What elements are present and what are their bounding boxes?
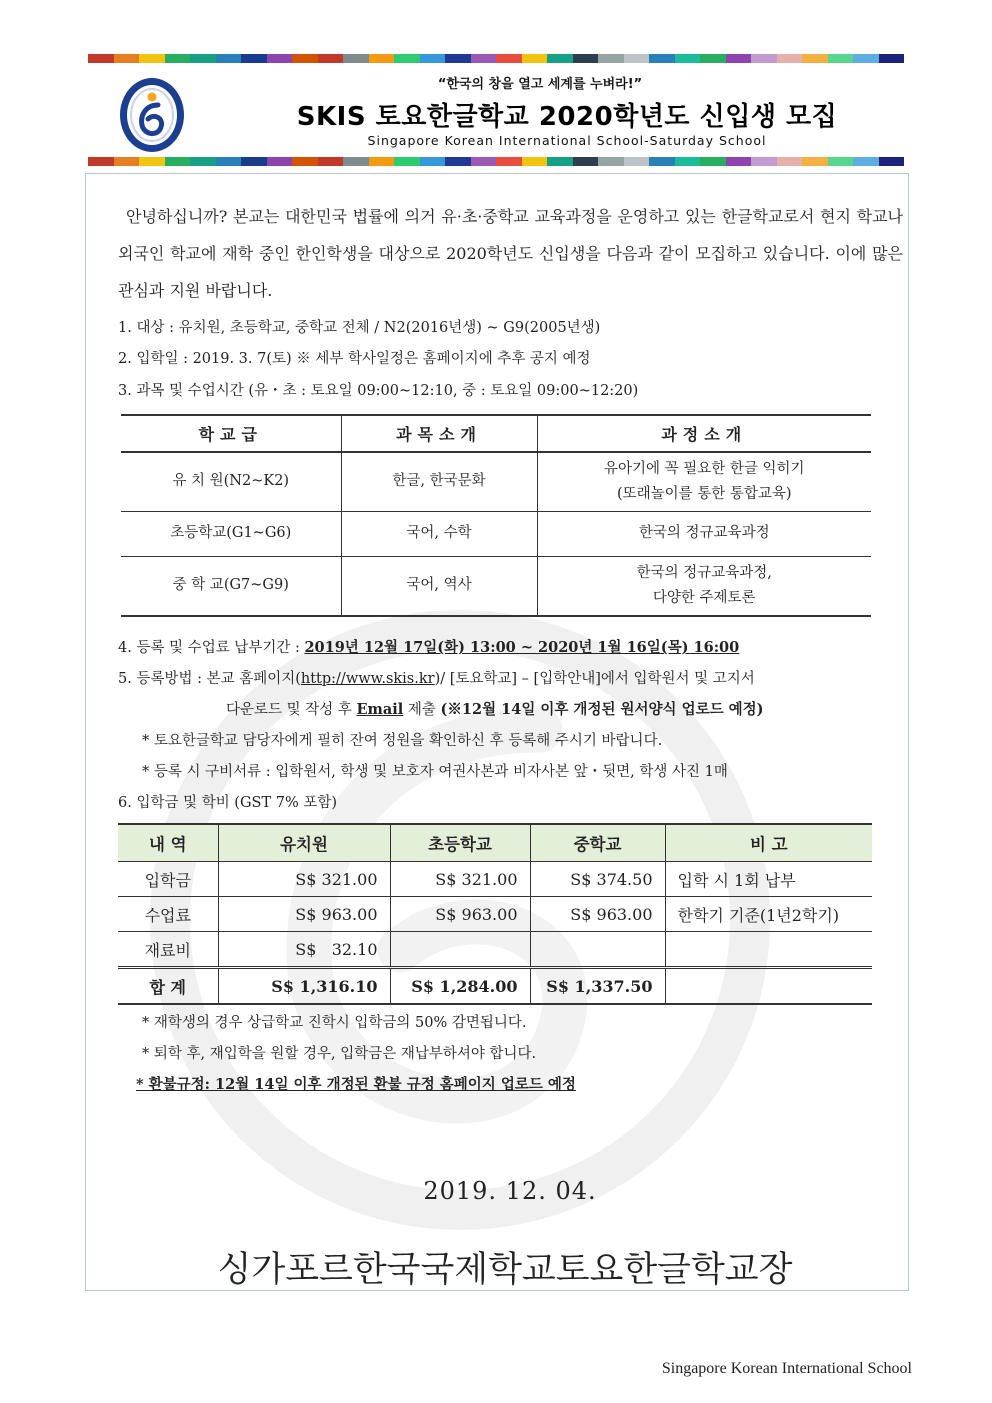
item-subjects-hours: 3. 과목 및 수업시간 (유・초 : 토요일 09:00~12:10, 중 : 토요일 09:00~12:20) (118, 383, 639, 399)
slogan: “한국의 창을 열고 세계를 누벼라!” (437, 77, 643, 92)
table-row (118, 897, 872, 932)
color-bar-segment (496, 54, 522, 63)
note-capacity: * 토요한글학교 담당자에게 필히 잔여 정원을 확인하신 후 등록해 주시기 바랍니다. (142, 733, 663, 749)
table-row (121, 511, 871, 556)
fees-header: 유치원 (218, 824, 390, 862)
school-logo (118, 75, 186, 155)
color-bar-segment (420, 54, 446, 63)
color-bar-segment (88, 54, 114, 63)
color-bar-segment (700, 54, 726, 63)
color-bar-segment (292, 157, 318, 166)
header-color-bar-top (88, 54, 904, 63)
color-bar-segment (726, 157, 752, 166)
color-bar-segment (573, 54, 599, 63)
courses-table (121, 414, 871, 617)
registration-method-label: 5. 등록방법 : 본교 홈페이지( (118, 671, 301, 687)
fees-header: 내 역 (118, 824, 218, 862)
color-bar-segment (216, 157, 242, 166)
color-bar-segment (241, 157, 267, 166)
color-bar-segment (420, 157, 446, 166)
fee-elementary: S$ 963.00 (390, 897, 530, 932)
course-description-line: (또래놀이를 통한 통합교육) (616, 485, 792, 502)
fee-middle: S$ 374.50 (530, 862, 665, 897)
course-description-line: 다양한 주제토론 (652, 589, 756, 606)
courses-header: 학교급 (121, 415, 341, 452)
color-bar-segment (879, 157, 905, 166)
color-bar-segment (828, 54, 854, 63)
note-refund-policy: * 환불규정: 12월 14일 이후 개정된 환불 규정 홈페이지 업로드 예정 (136, 1076, 576, 1093)
course-level: 유 치 원(N2~K2) (121, 452, 341, 511)
course-description (537, 452, 871, 511)
registration-period-label: 4. 등록 및 수업료 납부기간 : (118, 640, 305, 656)
color-bar-segment (802, 54, 828, 63)
course-subjects: 국어, 역사 (341, 556, 537, 616)
color-bar-segment (343, 54, 369, 63)
color-bar-segment (802, 157, 828, 166)
note-readmission: * 퇴학 후, 재입학을 원할 경우, 입학금은 재납부하셔야 합니다. (142, 1046, 537, 1062)
table-row (121, 556, 871, 616)
course-description-line: 유아기에 꼭 필요한 한글 익히기 (603, 460, 805, 477)
fee-total-label: 합 계 (118, 968, 218, 1005)
email-link[interactable]: Email (356, 701, 404, 718)
fee-note: 한학기 기준(1년2학기) (665, 897, 872, 932)
registration-download-text: 다운로드 및 작성 후 (226, 702, 357, 718)
color-bar-segment (369, 54, 395, 63)
registration-period-value: 2019년 12월 17일(화) 13:00 ~ 2020년 1월 16일(목) 16:00 (304, 639, 740, 656)
color-bar-segment (598, 157, 624, 166)
document-date: 2019. 12. 04. (423, 1177, 597, 1205)
color-bar-segment (114, 54, 140, 63)
color-bar-segment (445, 157, 471, 166)
fees-header: 비 고 (665, 824, 872, 862)
table-row (118, 932, 872, 968)
fee-item: 재료비 (118, 932, 218, 968)
color-bar-segment (649, 157, 675, 166)
color-bar-segment (496, 157, 522, 166)
course-level: 중 학 교(G7~G9) (121, 556, 341, 616)
footer-school-name: Singapore Korean International School (661, 1360, 912, 1377)
color-bar-segment (471, 157, 497, 166)
item-registration-period (118, 636, 739, 657)
fees-header: 중학교 (530, 824, 665, 862)
course-description-line: 한국의 정규교육과정 (638, 525, 770, 541)
fee-total-kindergarten: S$ 1,316.10 (218, 968, 390, 1005)
item-registration-method (118, 667, 755, 688)
form-update-note: (※12월 14일 이후 개정된 원서양식 업로드 예정) (440, 701, 764, 718)
fee-total-row (118, 968, 872, 1005)
color-bar-segment (114, 157, 140, 166)
color-bar-segment (675, 54, 701, 63)
color-bar-segment (751, 157, 777, 166)
course-description (537, 556, 871, 616)
note-documents: * 등록 시 구비서류 : 입학원서, 학생 및 보호자 여권사본과 비자사본 앞・뒷면, 학생 사진 1매 (142, 764, 728, 780)
color-bar-segment (624, 157, 650, 166)
intro-paragraph: 안녕하십니까? 본교는 대한민국 법률에 의거 유·초·중학교 교육과정을 운영하고 있는 한글학교로서 현지 학교나 외국인 학교에 재학 중인 한인학생을 대상으로 2020학년도 신입생을 다음과 같이 모집하고 있습니다. 이에 많은 관심과 지원 바랍니다. (118, 207, 903, 300)
color-bar-segment (751, 54, 777, 63)
color-bar-segment (471, 54, 497, 63)
table-row (118, 862, 872, 897)
registration-method-text: )/ [토요학교] – [입학안내]에서 입학원서 및 고지서 (434, 671, 755, 687)
color-bar-segment (216, 54, 242, 63)
fee-kindergarten: S$ 321.00 (218, 862, 390, 897)
course-level: 초등학교(G1~G6) (121, 511, 341, 556)
color-bar-segment (879, 54, 905, 63)
color-bar-segment (190, 157, 216, 166)
fees-header: 초등학교 (390, 824, 530, 862)
course-description (537, 511, 871, 556)
header-color-bar-bottom (88, 157, 904, 166)
fees-table (118, 823, 872, 1005)
color-bar-segment (828, 157, 854, 166)
page-title: SKIS 토요한글학교 2020학년도 신입생 모집 (296, 102, 838, 132)
color-bar-segment (522, 157, 548, 166)
color-bar-segment (139, 157, 165, 166)
fee-item: 수업료 (118, 897, 218, 932)
color-bar-segment (853, 157, 879, 166)
fee-note: 입학 시 1회 납부 (665, 862, 872, 897)
color-bar-segment (165, 157, 191, 166)
color-bar-segment (675, 157, 701, 166)
fee-middle: S$ 963.00 (530, 897, 665, 932)
fee-middle (530, 932, 665, 968)
color-bar-segment (547, 54, 573, 63)
color-bar-segment (165, 54, 191, 63)
color-bar-segment (522, 54, 548, 63)
color-bar-segment (241, 54, 267, 63)
item-target: 1. 대상 : 유치원, 초등학교, 중학교 전체 / N2(2016년생) ~ G9(2005년생) (118, 320, 601, 336)
item-fees-heading: 6. 입학금 및 학비 (GST 7% 포함) (118, 795, 338, 811)
courses-header: 과목소개 (341, 415, 537, 452)
fee-elementary (390, 932, 530, 968)
item-entrance-date: 2. 입학일 : 2019. 3. 7(토) ※ 세부 학사일정은 홈페이지에 추후 공지 예정 (118, 351, 591, 367)
color-bar-segment (624, 54, 650, 63)
homepage-link[interactable]: http://www.skis.kr (300, 671, 435, 687)
fee-total-note (665, 968, 872, 1005)
color-bar-segment (726, 54, 752, 63)
color-bar-segment (318, 157, 344, 166)
color-bar-segment (267, 54, 293, 63)
color-bar-segment (88, 157, 114, 166)
color-bar-segment (649, 54, 675, 63)
fee-item: 입학금 (118, 862, 218, 897)
course-subjects: 국어, 수학 (341, 511, 537, 556)
color-bar-segment (343, 157, 369, 166)
color-bar-segment (394, 157, 420, 166)
color-bar-segment (394, 54, 420, 63)
page-subtitle: Singapore Korean International School-Saturday School (367, 133, 767, 148)
color-bar-segment (853, 54, 879, 63)
fee-elementary: S$ 321.00 (390, 862, 530, 897)
color-bar-segment (700, 157, 726, 166)
fee-total-middle: S$ 1,337.50 (530, 968, 665, 1005)
color-bar-segment (598, 54, 624, 63)
color-bar-segment (292, 54, 318, 63)
note-discount: * 재학생의 경우 상급학교 진학시 입학금의 50% 감면됩니다. (142, 1015, 527, 1031)
principal-signature: 싱가포르한국국제학교토요한글학교장 (217, 1250, 793, 1290)
item-registration-method-cont (226, 698, 764, 719)
color-bar-segment (777, 54, 803, 63)
color-bar-segment (267, 157, 293, 166)
fee-kindergarten: S$ 963.00 (218, 897, 390, 932)
registration-submit-text: 제출 (403, 702, 441, 718)
color-bar-segment (573, 157, 599, 166)
courses-header: 과정소개 (537, 415, 871, 452)
color-bar-segment (318, 54, 344, 63)
color-bar-segment (777, 157, 803, 166)
color-bar-segment (547, 157, 573, 166)
fee-kindergarten: S$ 32.10 (218, 932, 390, 968)
course-subjects: 한글, 한국문화 (341, 452, 537, 511)
fee-note (665, 932, 872, 968)
fee-total-elementary: S$ 1,284.00 (390, 968, 530, 1005)
table-row (121, 452, 871, 511)
color-bar-segment (445, 54, 471, 63)
color-bar-segment (190, 54, 216, 63)
color-bar-segment (369, 157, 395, 166)
course-description-line: 한국의 정규교육과정, (636, 564, 772, 581)
color-bar-segment (139, 54, 165, 63)
